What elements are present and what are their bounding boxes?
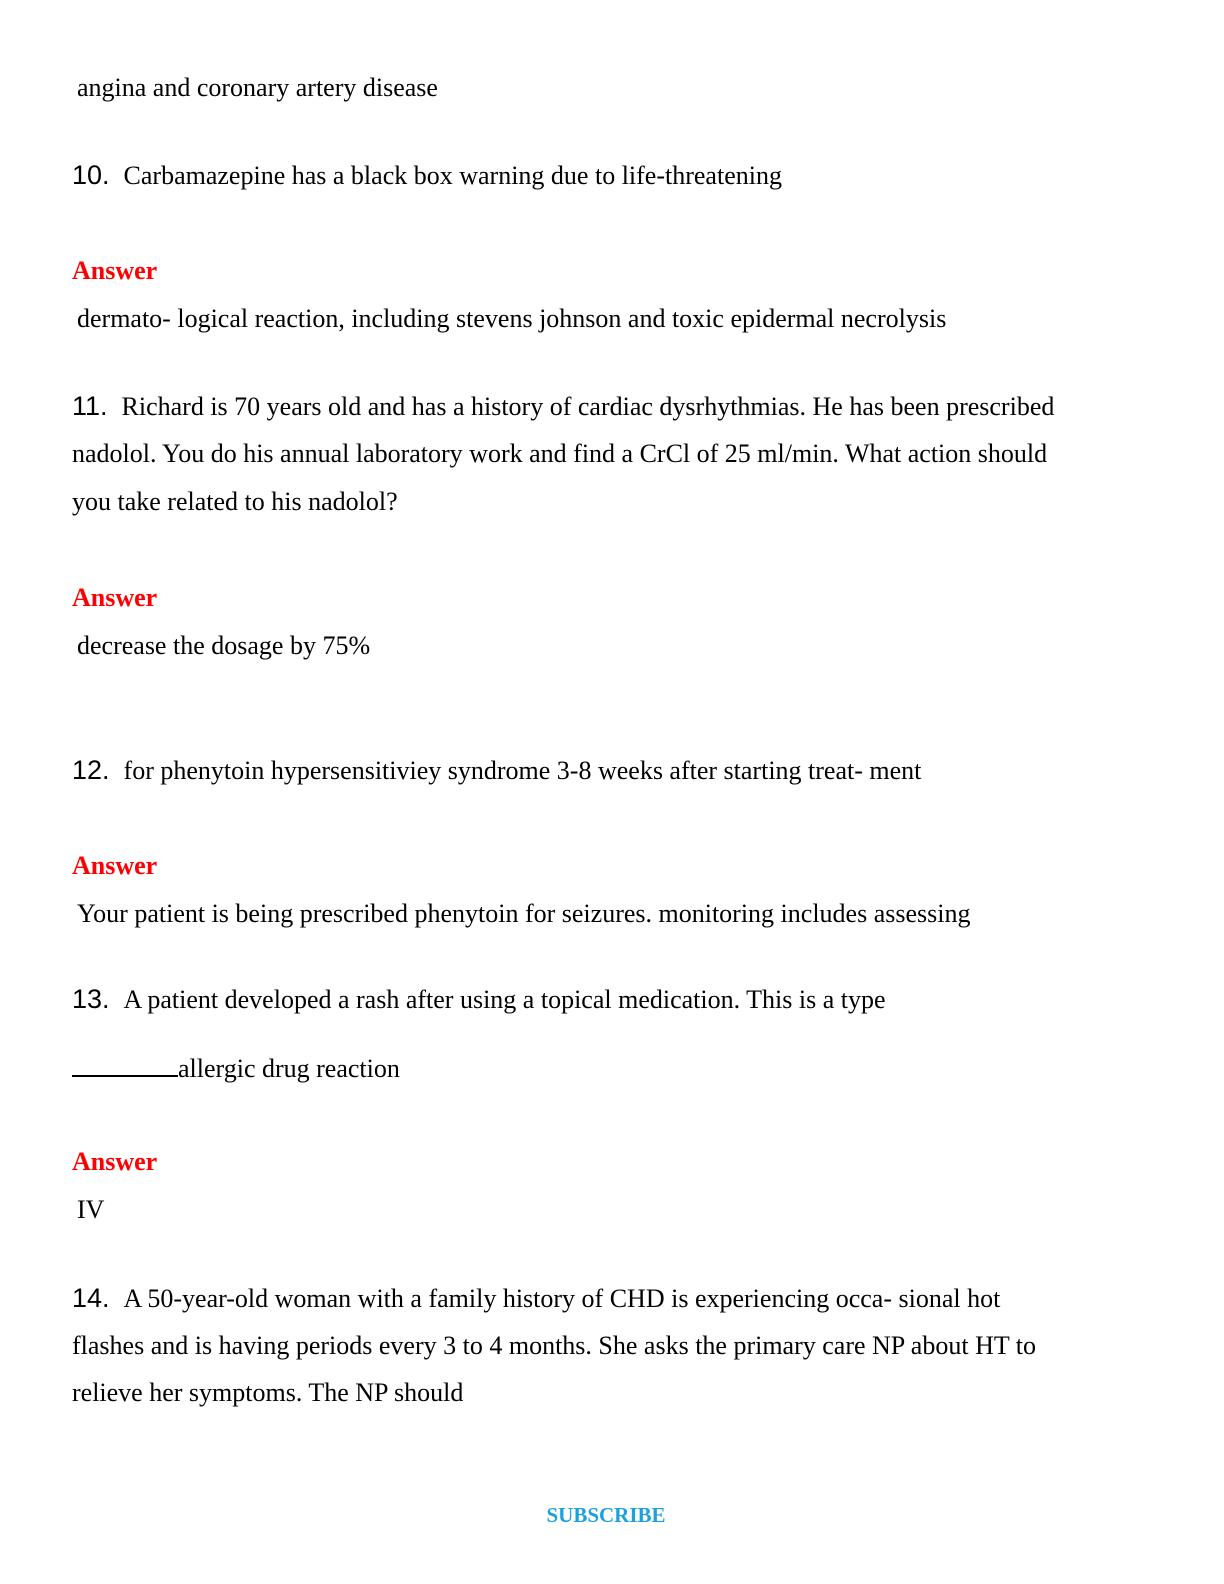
question-10	[72, 160, 782, 191]
question-text: flashes and is having periods every 3 to 4 months. She asks the primary care NP about HT to	[72, 1331, 1036, 1360]
question-text: Carbamazepine has a black box warning due to life-threatening	[123, 161, 782, 190]
question-14	[72, 1283, 1000, 1314]
question-12	[72, 755, 921, 786]
question-number: 12.	[72, 755, 110, 785]
question-13	[72, 984, 886, 1015]
question-text: allergic drug reaction	[178, 1054, 400, 1083]
question-text: for phenytoin hypersensitiviey syndrome 3-8 weeks after starting treat- ment	[123, 756, 922, 785]
question-blank-line	[72, 1053, 400, 1084]
fill-in-blank	[72, 1053, 178, 1077]
answer-label: Answer	[72, 256, 158, 285]
answer-label: Answer	[72, 1147, 158, 1176]
question-number: 10.	[72, 160, 110, 190]
question-number: 11.	[72, 391, 108, 421]
answer-text: IV	[77, 1195, 105, 1224]
question-text: you take related to his nadolol?	[72, 487, 398, 516]
answer-text: angina and coronary artery disease	[77, 73, 438, 102]
subscribe-link[interactable]: SUBSCRIBE	[546, 1503, 666, 1527]
answer-text: Your patient is being prescribed phenytoin for seizures. monitoring includes assessing	[77, 899, 971, 928]
answer-label: Answer	[72, 851, 158, 880]
question-text: A 50-year-old woman with a family history of CHD is experiencing occa- sional hot	[123, 1284, 1001, 1313]
question-text: Richard is 70 years old and has a history of cardiac dysrhythmias. He has been prescribed	[121, 392, 1055, 421]
question-text: nadolol. You do his annual laboratory work and find a CrCl of 25 ml/min. What action should	[72, 439, 1048, 468]
question-text: A patient developed a rash after using a topical medication. This is a type	[123, 985, 886, 1014]
answer-text: decrease the dosage by 75%	[77, 631, 371, 660]
question-text: relieve her symptoms. The NP should	[72, 1378, 464, 1407]
question-number: 14.	[72, 1283, 110, 1313]
answer-label: Answer	[72, 583, 158, 612]
question-11	[72, 391, 1054, 422]
answer-text: dermato- logical reaction, including stevens johnson and toxic epidermal necrolysis	[77, 304, 947, 333]
question-number: 13.	[72, 984, 110, 1014]
